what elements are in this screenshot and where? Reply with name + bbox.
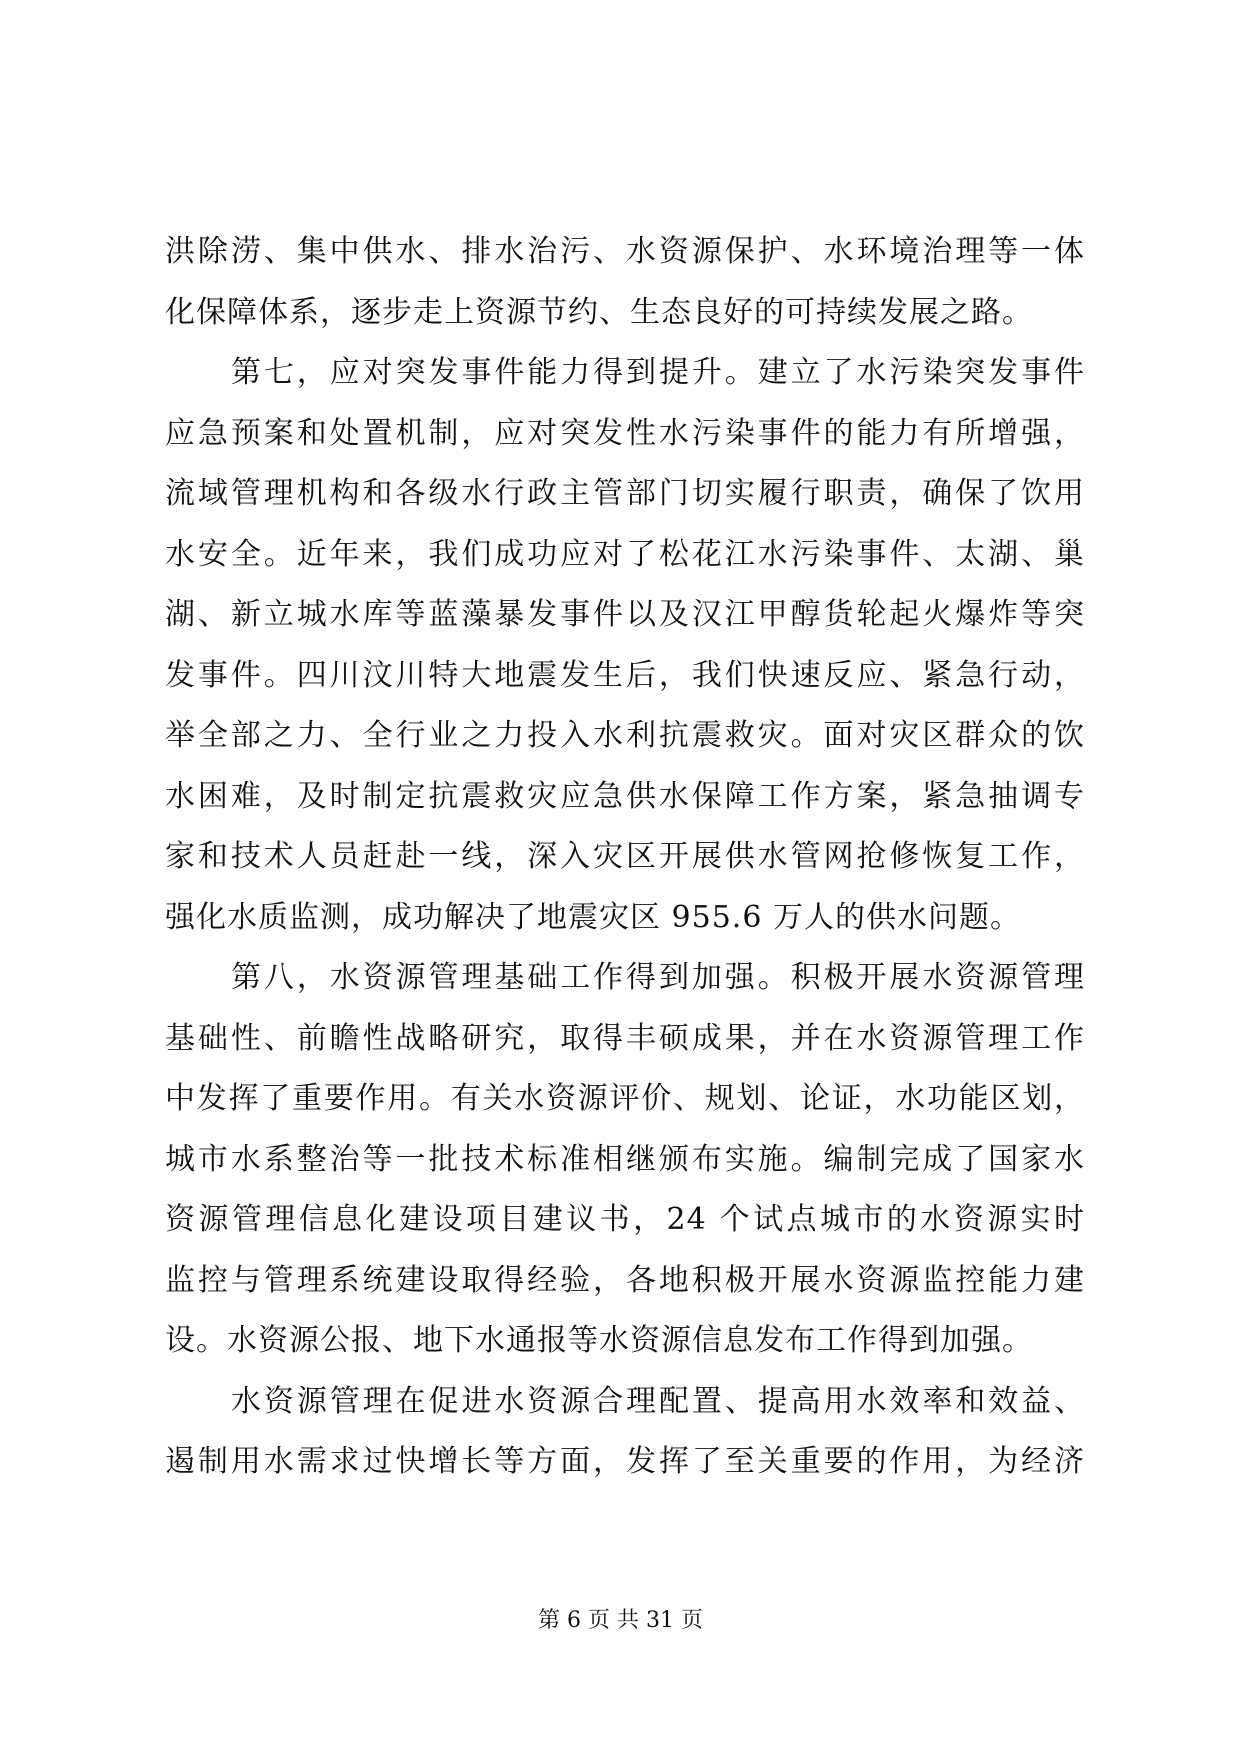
text-line: 举全部之力、全行业之力投入水利抗震救灾。面对灾区群众的饮 (165, 718, 1085, 753)
document-body (165, 222, 1085, 1493)
text-line: 家和技术人员赶赴一线，深入灾区开展供水管网抢修恢复工作， (165, 839, 1085, 874)
text-line: 水安全。近年来，我们成功应对了松花江水污染事件、太湖、巢 (165, 536, 1085, 572)
page-footer (0, 1606, 1241, 1636)
page-number-label: 第 6 页 共 31 页 (538, 1608, 703, 1633)
text-line: 流域管理机构和各级水行政主管部门切实履行职责，确保了饮用 (165, 476, 1085, 511)
text-line: 发事件。四川汶川特大地震发生后，我们快速反应、紧急行动， (165, 657, 1085, 693)
text-line: 基础性、前瞻性战略研究，取得丰硕成果，并在水资源管理工作 (165, 1020, 1085, 1056)
text-line: 应急预案和处置机制，应对突发性水污染事件的能力有所增强， (165, 415, 1085, 451)
text-line: 水困难，及时制定抗震救灾应急供水保障工作方案，紧急抽调专 (165, 778, 1085, 814)
text-line: 化保障体系，逐步走上资源节约、生态良好的可持续发展之路。 (165, 294, 1033, 330)
text-line: 第七，应对突发事件能力得到提升。建立了水污染突发事件 (231, 355, 1085, 390)
text-line: 设。水资源公报、地下水通报等水资源信息发布工作得到加强。 (165, 1323, 1033, 1358)
text-line: 城市水系整治等一批技术标准相继颁布实施。编制完成了国家水 (165, 1141, 1085, 1177)
text-line: 中发挥了重要作用。有关水资源评价、规划、论证，水功能区划， (165, 1081, 1085, 1116)
text-line: 监控与管理系统建设取得经验，各地积极开展水资源监控能力建 (165, 1262, 1085, 1298)
text-line: 水资源管理在促进水资源合理配置、提高用水效率和效益、 (231, 1383, 1085, 1419)
text-line: 洪除涝、集中供水、排水治污、水资源保护、水环境治理等一体 (165, 234, 1085, 269)
text-line: 资源管理信息化建设项目建议书，24 个试点城市的水资源实时 (165, 1202, 1085, 1237)
text-line: 湖、新立城水库等蓝藻暴发事件以及汉江甲醇货轮起火爆炸等突 (165, 597, 1085, 632)
text-line: 第八，水资源管理基础工作得到加强。积极开展水资源管理 (231, 960, 1085, 995)
text-line: 强化水质监测，成功解决了地震灾区 955.6 万人的供水问题。 (165, 899, 1021, 935)
text-line: 遏制用水需求过快增长等方面，发挥了至关重要的作用，为经济 (165, 1444, 1085, 1479)
